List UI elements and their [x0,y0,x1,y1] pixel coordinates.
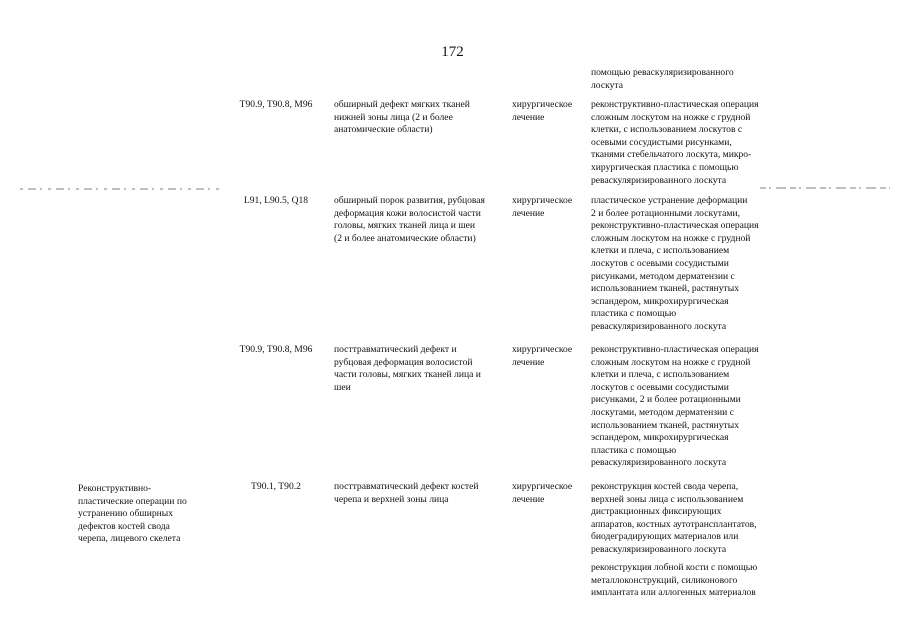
continuation-method-text: помощью реваскуляризированного лоскута [591,67,734,91]
page-number: 172 [441,44,464,60]
diagnosis-cell: обширный дефект мягких тканей нижней зоны лица (2 и более анатомические области) [334,99,470,136]
treatment-type-cell: хирургическое лечение [512,99,573,123]
diagnosis-cell: посттравматический дефект и рубцовая деформация волосистой части головы, мягких тканей лица и шеи [334,344,481,393]
treatment-method-cell: реконструкция лобной кости с помощью металлоконструкций, силиконового имплантата или аллогенных материалов [591,562,758,599]
icd-codes-cell: T90.9, T90.8, M96 [239,99,313,110]
treatment-type-cell: хирургическое лечение [512,344,573,368]
treatment-type-cell: хирургическое лечение [512,481,573,505]
icd-codes-cell: L91, L90.5, Q18 [243,195,309,206]
diagnosis-cell: посттравматический дефект костей черепа и верхней зоны лица [334,481,479,505]
treatment-method-cell: реконструкция костей свода черепа, верхней зоны лица с использованием дистракционных фиксирующих аппаратов, костных аутотрансплантатов, биодеградирующих материалов или реваскуляризированного лоскута [591,481,757,555]
treatment-method-cell: пластическое устранение деформации 2 и более ротационными лоскутами, реконструктивно-пластическая операция сложным лоскутом на ножке с грудной клетки и плеча, с использованием лоскутов с осевыми сосудистыми рисунками, методом дерматензии с использованием тканей, растянутых эспандером, микрохирургическая пластика с помощью реваскуляризированного лоскута [591,195,759,332]
diagnosis-cell: обширный порок развития, рубцовая деформация кожи волосистой части головы, мягких тканей лица и шеи (2 и более анатомические области) [334,195,485,244]
treatment-method-cell: реконструктивно-пластическая операция сложным лоскутом на ножке с грудной клетки и плеча, с использованием лоскутов с осевыми сосудистыми рисунками, 2 и более ротационными лоскутами, методом дерматензии с использованием тканей, растянутых эспандером, микрохирургическая пластика с помощью реваскуляризированного лоскута [591,344,759,469]
treatment-type-cell: хирургическое лечение [512,195,573,219]
treatment-method-cell: реконструктивно-пластическая операция сложным лоскутом на ножке с грудной клетки, с использованием лоскутов с осевыми сосудистыми рисунками, тканями стебельчатого лоскута, микро- хирургическая пластика с помощью реваскуляризированного лоскута [591,99,759,186]
icd-codes-cell: T90.9, T90.8, M96 [239,344,313,355]
procedure-group-cell: Реконструктивно- пластические операции по устранению обширных дефектов костей свода черепа, лицевого скелета [78,483,187,545]
icd-codes-cell: T90.1, T90.2 [251,481,301,492]
